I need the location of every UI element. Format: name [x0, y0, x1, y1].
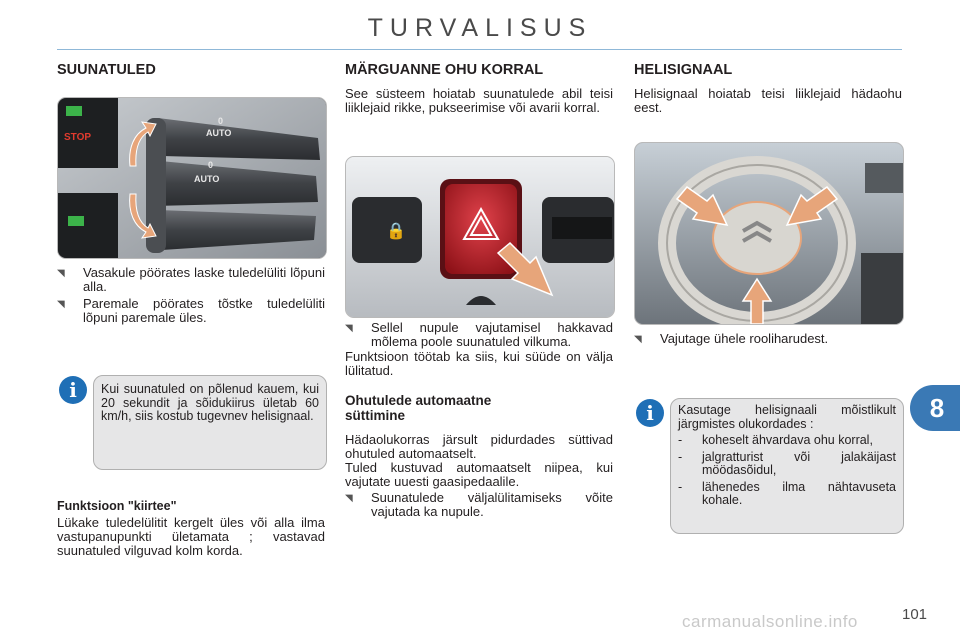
stalk-label-zero-top: 0 [218, 116, 224, 126]
bullet-arrow-icon: ◥ [345, 493, 353, 504]
chapter-tab: 8 [910, 385, 960, 431]
automatic-hazard-para1: Hädaolukorras järsult pidurdades süttivad ohutuled automaatselt. [345, 432, 613, 461]
bullet-arrow-icon: ◥ [57, 299, 65, 310]
hazard-note-text: Funktsioon töötab ka siis, kui süüde on välja lülitatud. [345, 349, 613, 378]
subheading-automatic-hazard: Ohutulede automaatne süttimine [345, 393, 492, 423]
bullet-arrow-icon: ◥ [57, 268, 65, 279]
bullet-text: Paremale pöörates tõstke tuledelüliti lõpuni paremale üles. [83, 296, 325, 325]
heading-turn-signals: SUUNATULED [57, 62, 156, 78]
horn-bullet [634, 332, 902, 347]
info-text: Kui suunatuled on põlenud kauem, kui 20 sekundit ja sõidukiirus ületab 60 km/h, siis kostub tugevnev helisignaal. [101, 382, 319, 423]
hazard-intro-text: See süsteem hoiatab suunatulede abil teisi liiklejaid rikke, pukseerimise või avarii korral. [345, 86, 613, 115]
stalk-label-auto-top: AUTO [206, 128, 232, 138]
bullet-text: Suunatulede väljalülitamiseks võite vajutada ka nupule. [371, 490, 613, 519]
turn-left-green-icon [66, 106, 82, 116]
dash-marker: - [678, 433, 683, 447]
list-item-text: koheselt ähvardava ohu korral, [702, 433, 873, 447]
info-icon: i [59, 376, 87, 404]
title-divider [57, 49, 902, 50]
bullet-item [345, 491, 613, 519]
bullet-item [634, 332, 902, 347]
list-item [672, 451, 896, 478]
list-item [672, 434, 896, 448]
turn-signal-bullets [57, 266, 325, 325]
automatic-hazard-para2: Tuled kustuvad automaatselt niipea, kui vajutate uuesti gaasipedaalile. [345, 460, 613, 489]
bullet-text: Vajutage ühele rooliharudest. [660, 331, 829, 346]
lock-icon: 🔒 [386, 223, 406, 240]
list-item [672, 481, 896, 508]
steering-wheel-illustration [635, 143, 903, 324]
stalk-label-auto-mid: AUTO [194, 174, 220, 184]
turn-right-green-icon [68, 216, 84, 226]
bullet-item [57, 297, 325, 325]
watermark: carmanualsonline.info [682, 612, 858, 631]
bullet-arrow-icon: ◥ [634, 334, 642, 345]
dash-marker: - [678, 449, 683, 464]
bullet-item [345, 321, 613, 349]
subheading-highway-function: Funktsioon "kiirtee" [57, 499, 177, 513]
heading-hazard-warning: MÄRGUANNE OHU KORRAL [345, 62, 544, 78]
automatic-hazard-bullet [345, 491, 613, 519]
stalk-label-zero-mid: 0 [208, 160, 214, 170]
horn-info-intro: Kasutage helisignaali mõistlikult järgmistes olukordades : [678, 403, 896, 431]
dash-marker: - [678, 479, 683, 494]
bullet-text: Sellel nupule vajutamisel hakkavad mõlema poole suunatuled vilkuma. [371, 320, 613, 349]
highway-function-text: Lükake tuledelülitit kergelt üles või alla ilma vastupanupunkti ületamata ; vastavad suunatuled vilguvad kolm korda. [57, 515, 325, 558]
bullet-text: Vasakule pöörates laske tuledelüliti lõpuni alla. [83, 265, 325, 294]
list-item-text: jalgratturist või jalakäijast möödasõidul, [702, 449, 896, 477]
turn-signal-stalk-image [57, 97, 327, 259]
steering-wheel-image [634, 142, 904, 325]
page-number: 101 [902, 606, 928, 623]
page-title: TURVALISUS [367, 14, 593, 42]
hazard-bullet [345, 321, 613, 349]
hazard-button-image [345, 156, 615, 318]
list-item-text: lähenedes ilma nähtavuseta kohale. [702, 479, 896, 507]
bullet-item [57, 266, 325, 294]
horn-info-list [672, 434, 896, 508]
heading-horn: HELISIGNAAL [634, 62, 733, 78]
horn-intro-text: Helisignaal hoiatab teisi liiklejaid hädaohu eest. [634, 86, 902, 115]
turn-signal-illustration [58, 98, 326, 258]
stop-warning-label: STOP [64, 132, 92, 143]
bullet-arrow-icon: ◥ [345, 323, 353, 334]
info-icon: i [636, 399, 664, 427]
